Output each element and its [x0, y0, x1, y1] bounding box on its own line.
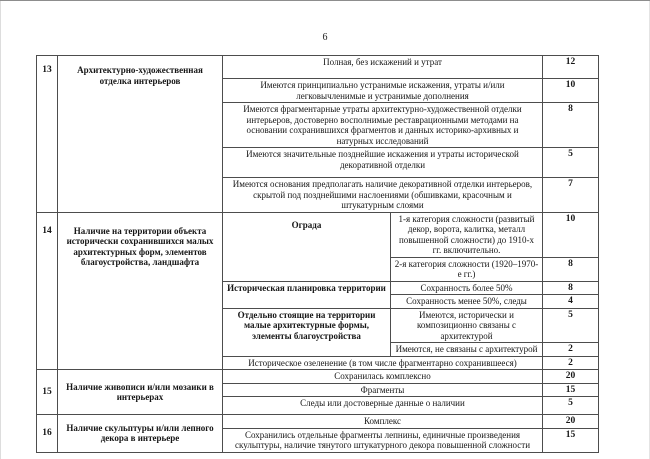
page-number: 6	[322, 32, 328, 43]
table-row	[37, 212, 599, 257]
score-value: 15	[543, 428, 599, 452]
score-value: 8	[543, 257, 599, 281]
option-text: Сохранность менее 50%, следы	[391, 295, 543, 309]
condition-text: Полная, без искажений и утрат	[223, 56, 543, 79]
score-value: 4	[543, 295, 599, 309]
table-row	[37, 415, 599, 429]
sub-criterion-label: Отдельно стоящие на территории малые архитектурные формы, элементы благоустройства	[223, 308, 391, 356]
score-value: 12	[543, 56, 599, 79]
option-text: Сохранность более 50%	[391, 281, 543, 295]
score-value: 2	[543, 343, 599, 357]
condition-text: Комплекс	[223, 415, 543, 429]
row-number: 13	[37, 56, 58, 213]
score-value: 10	[543, 79, 599, 103]
criterion-name: Наличие на территории объекта исторически сохранившихся малых архитектурных форм, элементов благоустройства, ландшафта	[58, 212, 223, 370]
option-text: 1-я категория сложности (развитый декор, ворота, калитка, металл повышенной сложности) до 1910-х гг. включительно.	[391, 212, 543, 257]
score-value: 2	[543, 356, 599, 370]
score-value: 7	[543, 178, 599, 213]
table-row	[37, 370, 599, 384]
sub-criterion-label: Ограда	[223, 212, 391, 281]
condition-text: Фрагменты	[223, 383, 543, 397]
score-value: 20	[543, 370, 599, 384]
score-value: 5	[543, 308, 599, 343]
condition-text: Имеются основания предполагать наличие декоративной отделки интерьеров, скрытой под позднейшими наслоениями (обшивками, красочным и штукатурным слоями	[223, 178, 543, 213]
option-text: Имеются, не связаны с архитектурой	[391, 343, 543, 357]
condition-text: Сохранилась комплексно	[223, 370, 543, 384]
criteria-score-table	[36, 55, 599, 453]
score-value: 8	[543, 103, 599, 148]
criterion-name: Архитектурно-художественная отделка интерьеров	[58, 56, 223, 213]
score-value: 5	[543, 148, 599, 178]
option-text: Имеются, исторически и композиционно связаны с архитектурой	[391, 308, 543, 343]
score-value: 20	[543, 415, 599, 429]
score-value: 8	[543, 281, 599, 295]
option-text: 2-я категория сложности (1920–1970-е гг.)	[391, 257, 543, 281]
table-row	[37, 56, 599, 79]
condition-text: Имеются принципиально устранимые искажения, утраты и/или легковычленимые и устранимые дополнения	[223, 79, 543, 103]
condition-text: Следы или достоверные данные о наличии	[223, 397, 543, 415]
condition-text: Сохранились отдельные фрагменты лепнины, единичные произведения скульптуры, наличие тянутого штукатурного декора повышенной сложности	[223, 428, 543, 452]
criterion-name: Наличие скульптуры и/или лепного декора в интерьере	[58, 415, 223, 453]
row-number: 16	[37, 415, 58, 453]
condition-text: Имеются фрагментарные утраты архитектурно-художественной отделки интерьеров, достоверно восполнимые реставрационными методами на основании сохранившихся фрагментов и данных историко-архивных и натурных исследований	[223, 103, 543, 148]
sub-criterion-label: Историческая планировка территории	[223, 281, 391, 308]
score-value: 10	[543, 212, 599, 257]
condition-text: Историческое озеленение (в том числе фрагментарно сохранившееся)	[223, 356, 543, 370]
criterion-name: Наличие живописи и/или мозаики в интерьерах	[58, 370, 223, 415]
score-value: 5	[543, 397, 599, 415]
row-number: 15	[37, 370, 58, 415]
score-value: 15	[543, 383, 599, 397]
condition-text: Имеются значительные позднейшие искажения и утраты исторической декоративной отделки	[223, 148, 543, 178]
row-number: 14	[37, 212, 58, 370]
